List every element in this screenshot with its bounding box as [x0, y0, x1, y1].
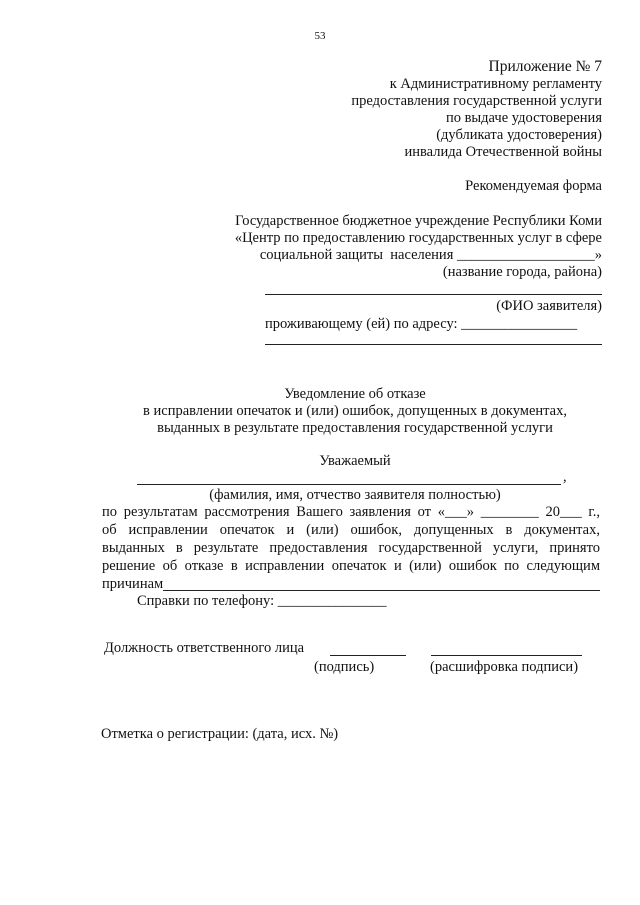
- page-number: 53: [314, 30, 326, 42]
- notice-title-line-2: в исправлении опечаток и (или) ошибок, допущенных в документах,: [143, 403, 567, 419]
- body-line-1: по результатам рассмотрения Вашего заявления от «___» ________ 20___ г.,: [102, 504, 600, 520]
- decode-hint: (расшифровка подписи): [430, 659, 579, 675]
- notice-title-line-3: выданных в результате предоставления государственной услуги: [157, 420, 553, 436]
- address-label: проживающему (ей) по адресу: ________________: [265, 316, 578, 332]
- notice-title-line-1: Уведомление об отказе: [284, 386, 426, 402]
- fio-label: (ФИО заявителя): [496, 298, 602, 314]
- phone-inquiries: Справки по телефону: _______________: [137, 593, 387, 609]
- form-type: Рекомендуемая форма: [465, 178, 602, 194]
- position-label: Должность ответственного лица: [104, 640, 305, 656]
- salutation: Уважаемый: [319, 453, 391, 469]
- appendix-title: Приложение № 7: [488, 58, 602, 75]
- header-line-5: инвалида Отечественной войны: [404, 144, 602, 160]
- header-line-4: (дубликата удостоверения): [436, 127, 602, 143]
- header-line-1: к Административному регламенту: [389, 76, 602, 92]
- fio-line: [265, 294, 602, 295]
- decode-line: [431, 655, 582, 656]
- body-line-4: решение об отказе в исправлении опечаток и (или) ошибок по следующим: [102, 558, 600, 574]
- header-line-2: предоставления государственной услуги: [351, 93, 602, 109]
- reasons-line: [163, 590, 600, 591]
- body-line-5: причинам: [102, 576, 164, 592]
- institution-line-3: социальной защиты населения ___________________»: [259, 247, 602, 263]
- body-line-3: выданных в результате предоставления государственной услуги, принято: [102, 540, 600, 556]
- body-line-2: об исправлении опечаток и (или) ошибок, допущенных в документах,: [102, 522, 600, 538]
- signature-line: [330, 655, 406, 656]
- registration-mark: Отметка о регистрации: (дата, исх. №): [101, 726, 339, 742]
- institution-line-1: Государственное бюджетное учреждение Республики Коми: [235, 213, 602, 229]
- sign-hint: (подпись): [314, 659, 375, 675]
- institution-line-2: «Центр по предоставлению государственных услуг в сфере: [234, 230, 602, 246]
- salutation-comma: ,: [563, 469, 567, 485]
- address-line: [265, 344, 602, 345]
- header-line-3: по выдаче удостоверения: [445, 110, 602, 126]
- name-hint: (фамилия, имя, отчество заявителя полностью): [209, 487, 501, 503]
- name-line: [137, 484, 561, 485]
- city-hint: (название города, района): [442, 264, 602, 280]
